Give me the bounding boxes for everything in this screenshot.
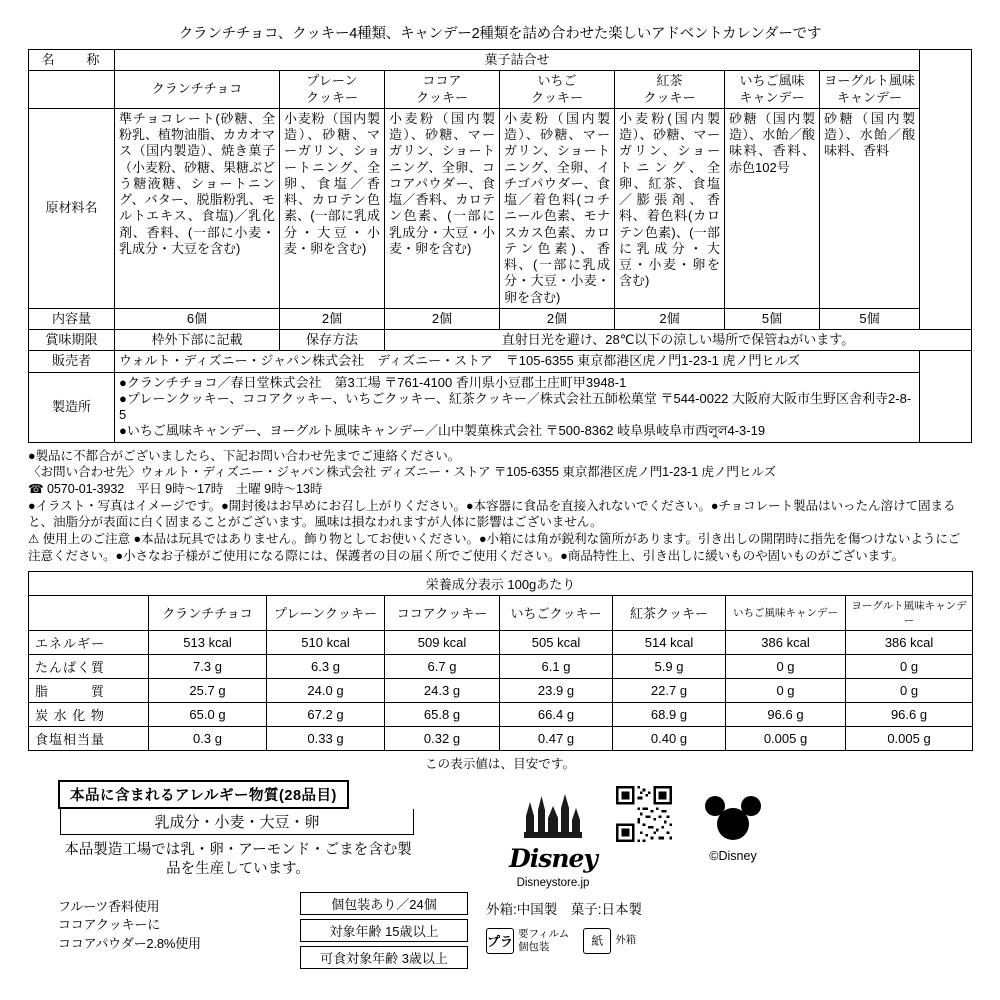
table-row-columns: [29, 71, 972, 109]
nutrition-col-plain: プレーンクッキー: [267, 595, 385, 630]
nutrition-row-fat: [29, 678, 973, 702]
bottom-section: [28, 780, 972, 966]
nutrition-salt-1: 0.33 g: [267, 726, 385, 750]
plastic-recycle-mark: [486, 928, 569, 954]
recycle-marks: [486, 928, 636, 954]
lead-text: クランチチョコ、クッキー4種類、キャンデー2種類を詰め合わせた楽しいアドベントカレンダーです: [178, 26, 822, 42]
label-storage: 保存方法: [280, 330, 385, 351]
footer-box-age: 対象年齢 15歳以上: [300, 919, 468, 942]
nutrition-label-protein: たんぱく質: [29, 654, 149, 678]
nutrition-title: 栄養成分表示 100gあたり: [29, 571, 973, 595]
note-line-3: ☎ 0570-01-3932 平日 9時～17時 土曜 9時～13時: [28, 481, 323, 496]
col-header-tea: 紅茶 クッキー: [615, 71, 725, 109]
manufacturer-line-3: ●いちご風味キャンデー、ヨーグルト風味キャンデー／山中製菓株式会社 〒500-8362 岐阜県岐阜市西লুল4-3-19: [119, 423, 766, 439]
table-row-contents: [29, 308, 972, 329]
product-info-table: [28, 49, 972, 443]
footer-box-packaging: 個包装あり／24個: [300, 892, 468, 915]
manufacturer-line-1: ●クランチチョコ／春日堂株式会社 第3工場 〒761-4100 香川県小豆郡土庄町甲3948-1: [119, 374, 627, 390]
content-plain: 2個: [280, 308, 385, 329]
allergy-block: [58, 780, 458, 880]
nutrition-row-carbs: [29, 702, 973, 726]
content-tea: 2個: [615, 308, 725, 329]
nutrition-protein-1: 6.3 g: [267, 654, 385, 678]
nutrition-row-protein: [29, 654, 973, 678]
table-row-seller: [29, 351, 972, 372]
nutrition-carbs-0: 65.0 g: [149, 702, 267, 726]
note-line-caution: ⚠ 使用上のご注意 ●本品は玩具ではありません。飾り物としてお使いください。●小箱には角が鋭利な箇所があります。引き出しの開閉時に指先を傷つけないようにご注意ください。●小さなお子様がご使用になる際には、保護者の目の届く所でご使用ください。●商品特性上、引き出しに緩いものや固いものがございます。: [28, 532, 961, 563]
footer-box-edible-age: 可食対象年齢 3歳以上: [300, 946, 468, 969]
value-best-before: 枠外下部に記載: [115, 330, 280, 351]
allergy-heading: 本品に含まれるアレルギー物質(28品目): [58, 780, 349, 809]
nutrition-carbs-1: 67.2 g: [267, 702, 385, 726]
nutrition-carbs-6: 96.6 g: [846, 702, 973, 726]
nutrition-fat-1: 24.0 g: [267, 678, 385, 702]
col-header-plain: プレーン クッキー: [280, 71, 385, 109]
nutrition-fat-3: 23.9 g: [500, 678, 613, 702]
value-seller: ウォルト・ディズニー・ジャパン株式会社 ディズニー・ストア 〒105-6355 東京都港区虎ノ門1-23-1 虎ノ門ヒルズ: [115, 351, 920, 372]
table-row-storage: [29, 330, 972, 351]
footer-left-notes: [58, 898, 201, 955]
content-strawberry-candy: 5個: [725, 308, 820, 329]
col-header-crunch: クランチチョコ: [115, 71, 280, 109]
nutrition-row-salt: [29, 726, 973, 750]
plastic-recycle-icon: プラ: [486, 928, 514, 954]
paper-recycle-icon: 紙: [583, 928, 611, 954]
allergy-list: 乳成分・小麦・大豆・卵: [60, 809, 414, 835]
label-manufacturer: 製造所: [29, 372, 115, 442]
plastic-recycle-label: 要フィルム 個包装: [518, 928, 570, 953]
table-row-manufacturer: [29, 372, 972, 442]
nutrition-col-tea: 紅茶クッキー: [613, 595, 726, 630]
nutrition-fat-5: 0 g: [726, 678, 846, 702]
nutrition-energy-0: 513 kcal: [149, 630, 267, 654]
mickey-icon: [703, 794, 763, 844]
factory-note: 本品製造工場では乳・卵・アーモンド・ごまを含む製品を生産しています。: [64, 841, 412, 878]
nutrition-col-strawberry: いちごクッキー: [500, 595, 613, 630]
nutrition-carbs-5: 96.6 g: [726, 702, 846, 726]
nutrition-protein-2: 6.7 g: [385, 654, 500, 678]
manufacturer-line-2: ●プレーンクッキー、ココアクッキー、いちごクッキー、紅茶クッキー／株式会社五師松菓堂 〒544-0022 大阪府大阪市生野区舎利寺2-8-5: [119, 390, 912, 422]
nutrition-energy-1: 510 kcal: [267, 630, 385, 654]
nutrition-footnote: この表示値は、目安です。: [424, 756, 576, 771]
mickey-block: [688, 794, 778, 863]
value-product-name: 菓子詰合せ: [115, 50, 920, 71]
footer-note-2: ココアクッキーに: [58, 917, 161, 933]
label-name: 名 称: [29, 50, 115, 71]
nutrition-header-row: [29, 595, 973, 630]
nutrition-carbs-2: 65.8 g: [385, 702, 500, 726]
label-ingredients: 原材料名: [29, 108, 115, 308]
nutrition-salt-3: 0.47 g: [500, 726, 613, 750]
nutrition-fat-4: 22.7 g: [613, 678, 726, 702]
nutrition-protein-6: 0 g: [846, 654, 973, 678]
table-row-name: [29, 50, 972, 71]
nutrition-col-yogurt-candy: ヨーグルト風味キャンデー: [846, 595, 973, 630]
nutrition-energy-5: 386 kcal: [726, 630, 846, 654]
nutrition-energy-6: 386 kcal: [846, 630, 973, 654]
nutrition-protein-0: 7.3 g: [149, 654, 267, 678]
ingredients-plain: 小麦粉（国内製造）、砂糖、マーガリン、ショートニング、全卵、食塩／香料、カロテン色素、(一部に乳成分・大豆・小麦・卵を含む): [280, 108, 385, 308]
value-storage: 直射日光を避け、28℃以下の涼しい場所で保管ねがいます。: [385, 330, 972, 351]
qr-code-icon[interactable]: [616, 786, 672, 842]
footer-note-1: フルーツ香料使用: [58, 898, 160, 914]
ingredients-yogurt-candy: 砂糖（国内製造）、水飴／酸味料、香料: [820, 108, 920, 308]
label-seller: 販売者: [29, 351, 115, 372]
nutrition-table: [28, 571, 973, 751]
label-content: 内容量: [29, 308, 115, 329]
footer-origin: 外箱:中国製 菓子:日本製: [486, 901, 643, 917]
nutrition-salt-5: 0.005 g: [726, 726, 846, 750]
col-header-strawberry: いちご クッキー: [500, 71, 615, 109]
nutrition-salt-2: 0.32 g: [385, 726, 500, 750]
ingredients-strawberry-candy: 砂糖（国内製造）、水飴／酸味料、香料、赤色102号: [725, 108, 820, 308]
nutrition-label-fat: 脂 質: [29, 678, 149, 702]
nutrition-protein-3: 6.1 g: [500, 654, 613, 678]
ingredients-cocoa: 小麦粉（国内製造）、砂糖、マーガリン、ショートニング、全卵、ココアパウダー、食塩／香料、カロテン色素、(一部に乳成分・大豆・小麦・卵を含む): [385, 108, 500, 308]
nutrition-salt-0: 0.3 g: [149, 726, 267, 750]
notes-block: [28, 448, 972, 565]
nutrition-fat-6: 0 g: [846, 678, 973, 702]
nutrition-label-salt: 食塩相当量: [29, 726, 149, 750]
nutrition-row-energy: [29, 630, 973, 654]
content-yogurt-candy: 5個: [820, 308, 920, 329]
note-line-1: ●製品に不都合がございましたら、下記お問い合わせ先までご連絡ください。: [28, 448, 461, 463]
footer-note-3: ココアパウダー2.8%使用: [58, 936, 201, 952]
content-crunch: 6個: [115, 308, 280, 329]
copyright-text: ©Disney: [709, 848, 757, 863]
col-header-yogurt-candy: ヨーグルト風味 キャンデー: [820, 71, 920, 109]
nutrition-energy-2: 509 kcal: [385, 630, 500, 654]
ingredients-tea: 小麦粉(国内製造）、砂糖、マーガリン、ショートニング、全卵、紅茶、食塩／膨張剤、香料、着色料(カロテン色素)、(一部に乳成分・大豆・小麦・卵を含む): [615, 108, 725, 308]
nutrition-label-energy: エネルギー: [29, 630, 149, 654]
paper-recycle-mark: [583, 928, 636, 954]
disney-wordmark: Disney: [509, 843, 597, 873]
value-manufacturer: [115, 372, 920, 442]
disneystore-url: Disneystore.jp: [516, 876, 590, 889]
nutrition-protein-5: 0 g: [726, 654, 846, 678]
col-header-strawberry-candy: いちご風味 キャンデー: [725, 71, 820, 109]
nutrition-carbs-3: 66.4 g: [500, 702, 613, 726]
note-line-2: 〈お問い合わせ先〉ウォルト・ディズニー・ジャパン株式会社 ディズニー・ストア 〒105-6355 東京都港区虎ノ門1-23-1 虎ノ門ヒルズ: [28, 465, 776, 480]
castle-icon: [498, 792, 608, 844]
label-best-before: 賞味期限: [29, 330, 115, 351]
col-header-cocoa: ココア クッキー: [385, 71, 500, 109]
nutrition-energy-4: 514 kcal: [613, 630, 726, 654]
ingredients-strawberry: 小麦粉（国内製造）、砂糖、マーガリン、ショートニング、全卵、イチゴパウダー、食塩／着色料(コチニール色素、モナスカス色素、カロテン色素)、香料、(一部に乳成分・大豆・小麦・卵を含む): [500, 108, 615, 308]
nutrition-salt-6: 0.005 g: [846, 726, 973, 750]
note-line-4: ●イラスト・写真はイメージです。●開封後はお早めにお召し上がりください。●本容器に食品を直接入れないでください。●チョコレート製品はいったん溶けて固まると、油脂分が表面に白く固まることがございます。風味は損なわれますが人体に影響はございません。: [28, 498, 956, 530]
nutrition-salt-4: 0.40 g: [613, 726, 726, 750]
nutrition-carbs-4: 68.9 g: [613, 702, 726, 726]
ingredients-crunch: 準チョコレート(砂糖、全粉乳、植物油脂、カカオマス（国内製造）、焼き菓子（小麦粉、砂糖、果糖ぶどう糖液糖、ショートニング、バター、脱脂粉乳、モルトエキス、食塩)／乳化剤、香料、(一部に小麦・乳成分・大豆を含む): [115, 108, 280, 308]
castle-icon-svg: [516, 792, 590, 838]
nutrition-col-crunch: クランチチョコ: [149, 595, 267, 630]
nutrition-energy-3: 505 kcal: [500, 630, 613, 654]
disney-logo: [498, 792, 608, 889]
nutrition-title-row: [29, 571, 973, 595]
nutrition-col-cocoa: ココアクッキー: [385, 595, 500, 630]
nutrition-fat-0: 25.7 g: [149, 678, 267, 702]
nutrition-label-carbs: 炭 水 化 物: [29, 702, 149, 726]
table-row-ingredients: [29, 108, 972, 308]
content-strawberry: 2個: [500, 308, 615, 329]
nutrition-protein-4: 5.9 g: [613, 654, 726, 678]
paper-recycle-label: 外箱: [615, 934, 637, 947]
nutrition-fat-2: 24.3 g: [385, 678, 500, 702]
nutrition-col-strawberry-candy: いちご風味キャンデー: [726, 595, 846, 630]
footer-boxes: [300, 892, 468, 973]
content-cocoa: 2個: [385, 308, 500, 329]
